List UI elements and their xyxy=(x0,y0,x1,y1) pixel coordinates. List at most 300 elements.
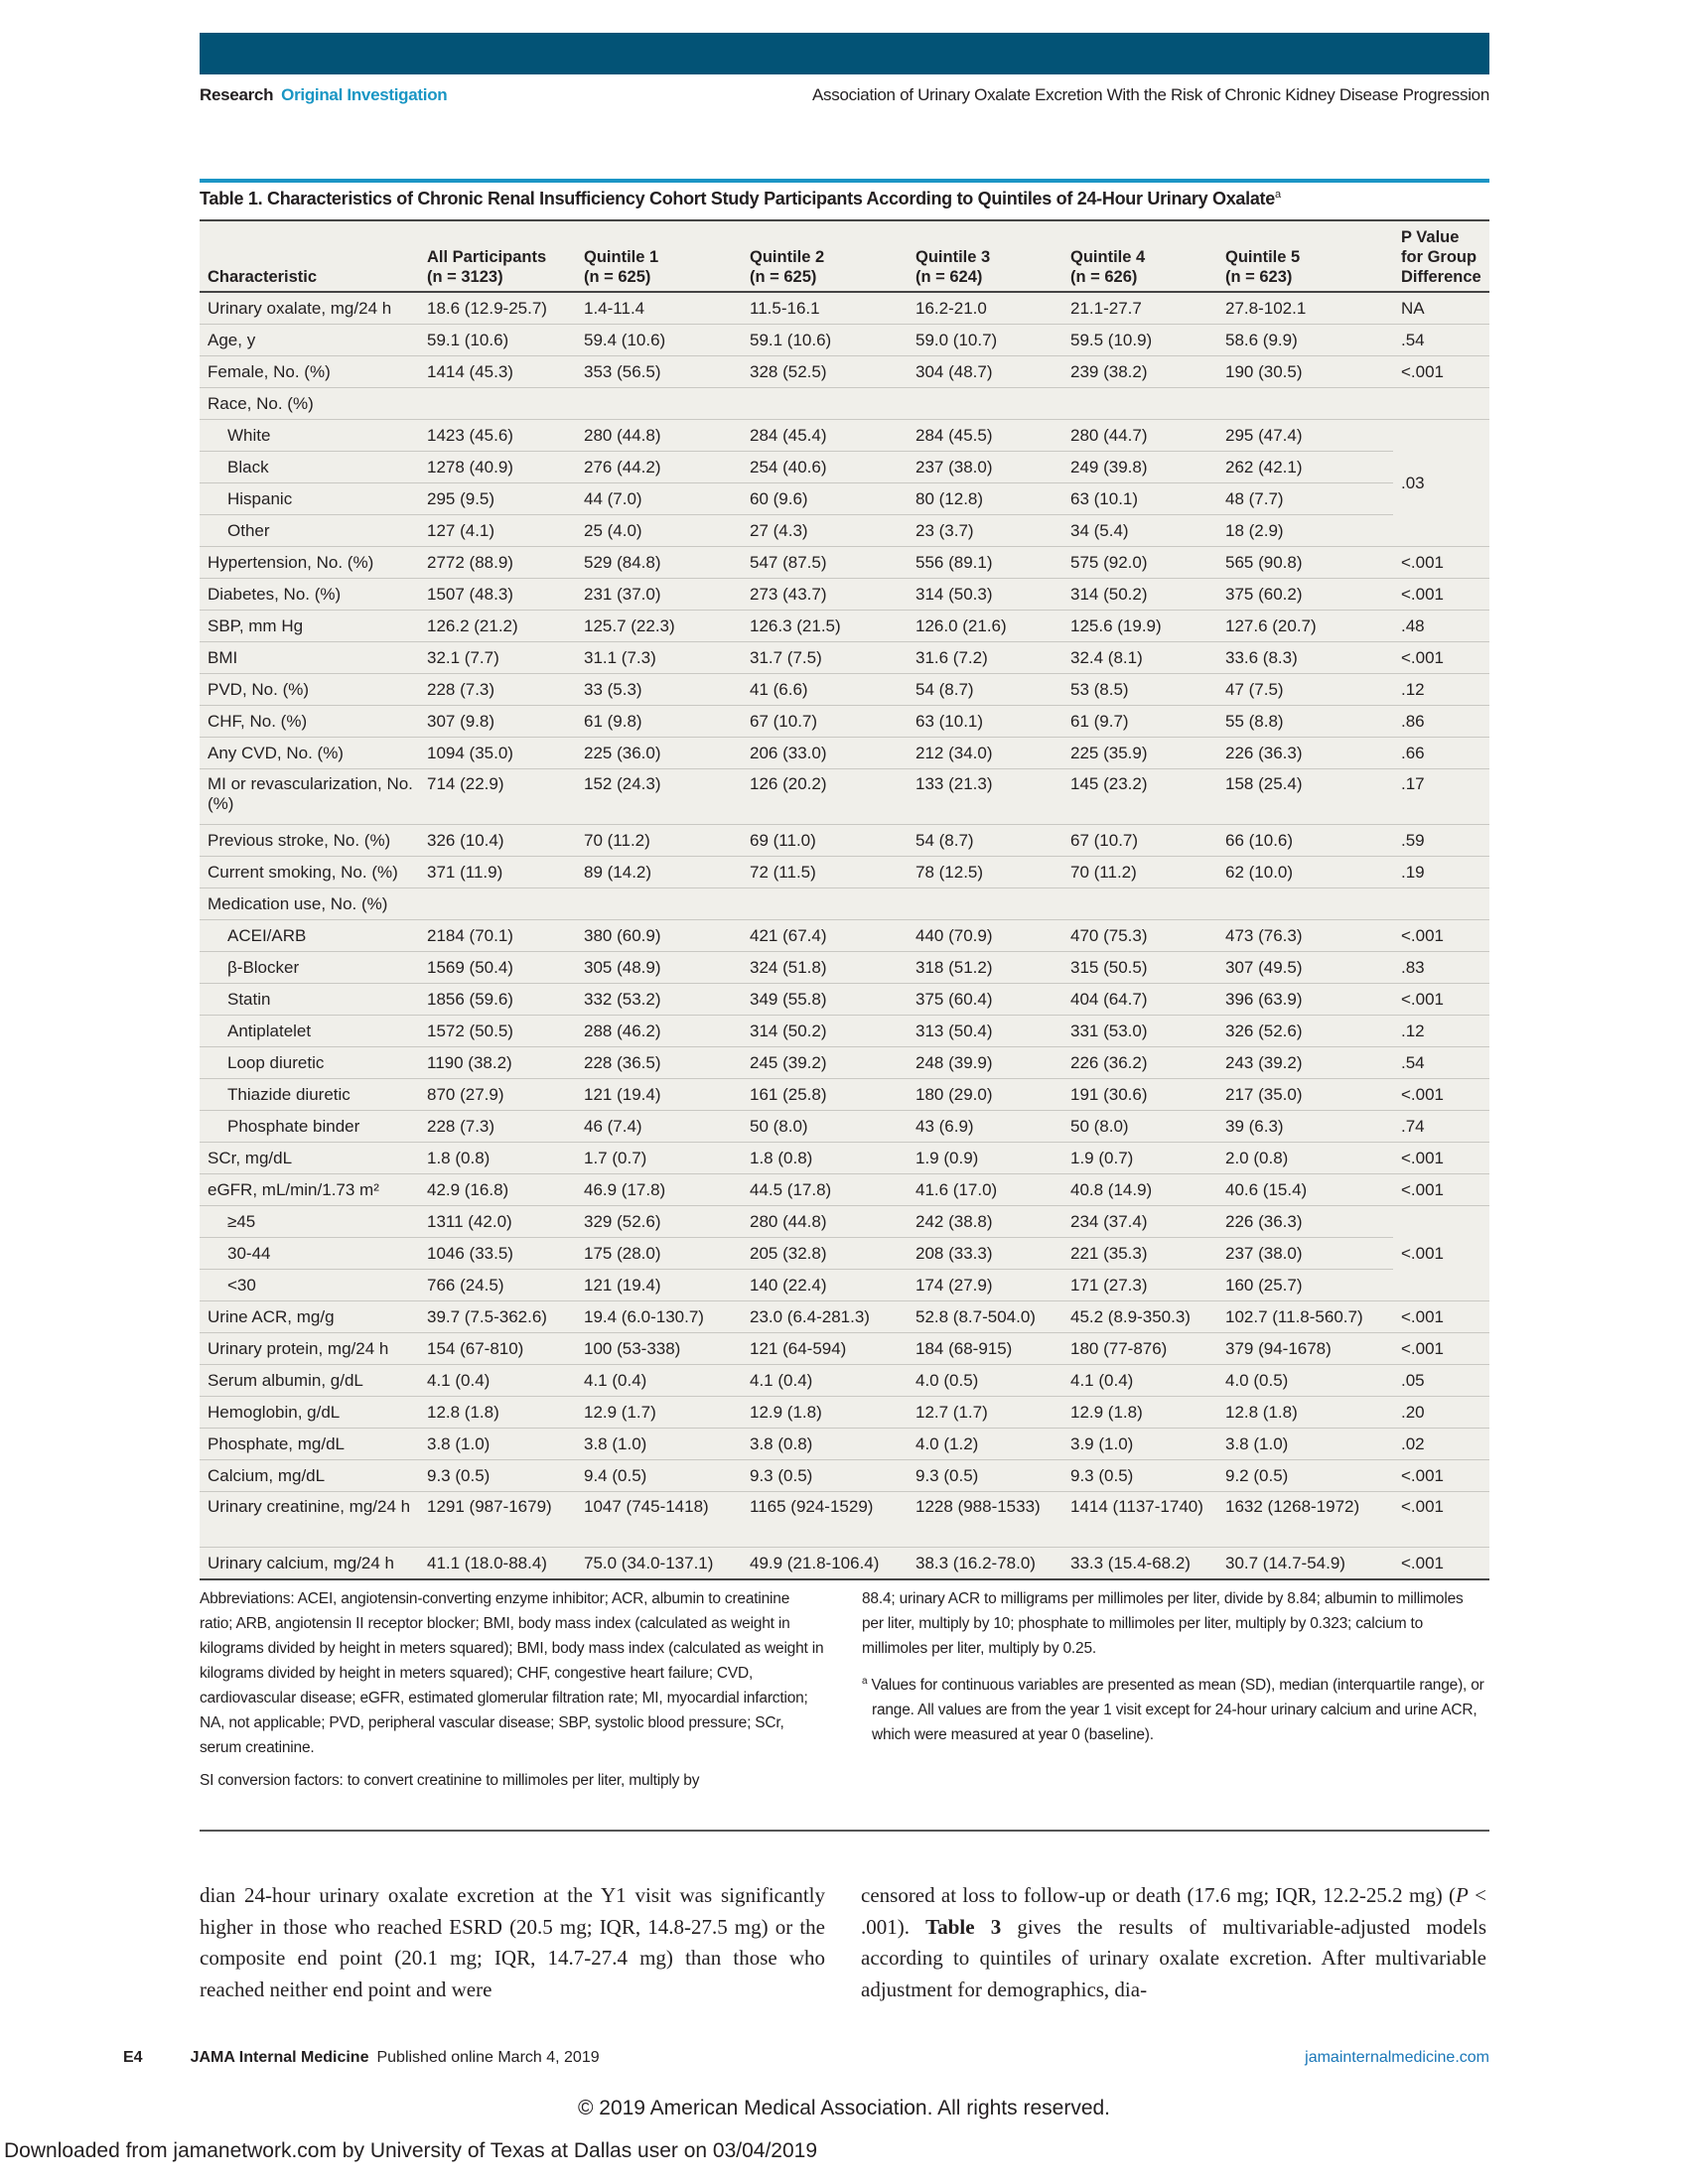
abbreviations-note: Abbreviations: ACEI, angiotensin-converting enzyme inhibitor; ACR, albumin to creatinine ratio; ARB, angiotensin II receptor blocker; BMI, body mass index (calculated as weight in kilograms divided by height in meters squared); BMI, body mass index (calculated as weight in kilograms divided by height in meters squared); CHF, congestive heart failure; CVD, cardiovascular disease; eGFR, estimated glomerular filtration rate; MI, myocardial infarction; NA, not applicable; PVD, peripheral vascular disease; SBP, systolic blood pressure; SCr, serum creatinine. xyxy=(200,1590,824,1756)
cell-value: 184 (68-915) xyxy=(908,1333,1062,1365)
cell-value: 32.1 (7.7) xyxy=(419,642,576,674)
table-row xyxy=(200,1301,1489,1333)
subsection-label: Original Investigation xyxy=(281,85,448,104)
row-label: Urinary protein, mg/24 h xyxy=(200,1333,419,1365)
cell-value: 375 (60.4) xyxy=(908,984,1062,1016)
cell-value: 190 (30.5) xyxy=(1217,356,1393,388)
cell-value: 1278 (40.9) xyxy=(419,452,576,483)
row-label: Any CVD, No. (%) xyxy=(200,738,419,769)
cell-value: 307 (9.8) xyxy=(419,706,576,738)
cell-value: 1291 (987-1679) xyxy=(419,1492,576,1548)
cell-value: 152 (24.3) xyxy=(576,769,742,825)
p-value xyxy=(1393,388,1489,420)
p-value: <.001 xyxy=(1393,920,1489,952)
cell-value: 31.6 (7.2) xyxy=(908,642,1062,674)
table-row xyxy=(200,1206,1489,1238)
row-label: ACEI/ARB xyxy=(200,920,419,952)
cell-value: 3.8 (1.0) xyxy=(576,1429,742,1460)
cell-value: 70 (11.2) xyxy=(1062,857,1217,888)
cell-value: 50 (8.0) xyxy=(742,1111,908,1143)
row-label: Diabetes, No. (%) xyxy=(200,579,419,611)
p-value: .12 xyxy=(1393,674,1489,706)
cell-value: 54 (8.7) xyxy=(908,825,1062,857)
row-label: Hemoglobin, g/dL xyxy=(200,1397,419,1429)
cell-value: 284 (45.5) xyxy=(908,420,1062,452)
cell-value: 61 (9.8) xyxy=(576,706,742,738)
cell-value: 1.7 (0.7) xyxy=(576,1143,742,1174)
cell-value: 125.6 (19.9) xyxy=(1062,611,1217,642)
cell-value: 33 (5.3) xyxy=(576,674,742,706)
cell-value: 33.3 (15.4-68.2) xyxy=(1062,1548,1217,1580)
cell-value: 23.0 (6.4-281.3) xyxy=(742,1301,908,1333)
cell-value: 254 (40.6) xyxy=(742,452,908,483)
cell-value: 4.1 (0.4) xyxy=(419,1365,576,1397)
cell-value: 180 (29.0) xyxy=(908,1079,1062,1111)
cell-value: 59.5 (10.9) xyxy=(1062,325,1217,356)
cell-value: 242 (38.8) xyxy=(908,1206,1062,1238)
table-row xyxy=(200,984,1489,1016)
cell-value: 31.7 (7.5) xyxy=(742,642,908,674)
row-label: Age, y xyxy=(200,325,419,356)
cell-value xyxy=(1217,888,1393,920)
p-value: .66 xyxy=(1393,738,1489,769)
cell-value: 34 (5.4) xyxy=(1062,515,1217,547)
cell-value: 1.9 (0.7) xyxy=(1062,1143,1217,1174)
cell-value: 1.4-11.4 xyxy=(576,292,742,325)
cell-value: 62 (10.0) xyxy=(1217,857,1393,888)
table-row xyxy=(200,292,1489,325)
cell-value: 3.8 (0.8) xyxy=(742,1429,908,1460)
cell-value: 1.8 (0.8) xyxy=(419,1143,576,1174)
cell-value: 280 (44.7) xyxy=(1062,420,1217,452)
cell-value: 175 (28.0) xyxy=(576,1238,742,1270)
row-label: <30 xyxy=(200,1270,419,1301)
cell-value: 262 (42.1) xyxy=(1217,452,1393,483)
cell-value: 228 (7.3) xyxy=(419,1111,576,1143)
cell-value: 208 (33.3) xyxy=(908,1238,1062,1270)
cell-value: 140 (22.4) xyxy=(742,1270,908,1301)
row-label: Loop diuretic xyxy=(200,1047,419,1079)
cell-value: 206 (33.0) xyxy=(742,738,908,769)
cell-value: 226 (36.3) xyxy=(1217,1206,1393,1238)
cell-value: 565 (90.8) xyxy=(1217,547,1393,579)
cell-value: 234 (37.4) xyxy=(1062,1206,1217,1238)
table-row xyxy=(200,1460,1489,1492)
table-row xyxy=(200,1047,1489,1079)
cell-value: 48 (7.7) xyxy=(1217,483,1393,515)
si-conversion-note-cont: 88.4; urinary ACR to milligrams per millimoles per liter, divide by 8.84; albumin to millimoles per liter, multiply by 10; phosphate to millimoles per liter, multiply by 0.323; calcium to millimoles per liter, multiply by 0.25. xyxy=(862,1590,1464,1657)
cell-value: 575 (92.0) xyxy=(1062,547,1217,579)
cell-value: 41.6 (17.0) xyxy=(908,1174,1062,1206)
cell-value: 2772 (88.9) xyxy=(419,547,576,579)
row-label: Other xyxy=(200,515,419,547)
row-label: Statin xyxy=(200,984,419,1016)
body-text-right: censored at loss to follow-up or death (17.6 mg; IQR, 12.2-25.2 mg) (P < .001). Table 3 gives the results of multivariable-adjusted models according to quintiles of urinary oxalate excretion. After multivariable adjustment for demographics, dia- xyxy=(861,1883,1486,2001)
column-header-1: All Participants (n = 3123) xyxy=(427,248,547,286)
row-label: PVD, No. (%) xyxy=(200,674,419,706)
p-value: <.001 xyxy=(1393,984,1489,1016)
cell-value: 27 (4.3) xyxy=(742,515,908,547)
table-row xyxy=(200,1079,1489,1111)
cell-value: 12.9 (1.7) xyxy=(576,1397,742,1429)
row-label: Calcium, mg/dL xyxy=(200,1460,419,1492)
cell-value: 61 (9.7) xyxy=(1062,706,1217,738)
journal-header-bar xyxy=(200,33,1489,74)
row-label: 30-44 xyxy=(200,1238,419,1270)
table-row xyxy=(200,1238,1489,1270)
cell-value: 9.3 (0.5) xyxy=(419,1460,576,1492)
cell-value: 1569 (50.4) xyxy=(419,952,576,984)
cell-value: 249 (39.8) xyxy=(1062,452,1217,483)
p-value: <.001 xyxy=(1393,1206,1489,1301)
cell-value: 295 (47.4) xyxy=(1217,420,1393,452)
cell-value xyxy=(1062,888,1217,920)
cell-value: 40.6 (15.4) xyxy=(1217,1174,1393,1206)
cell-value: 1190 (38.2) xyxy=(419,1047,576,1079)
cell-value: 315 (50.5) xyxy=(1062,952,1217,984)
cell-value: 1165 (924-1529) xyxy=(742,1492,908,1548)
cell-value: 4.0 (0.5) xyxy=(908,1365,1062,1397)
cell-value xyxy=(419,888,576,920)
p-value: .17 xyxy=(1393,769,1489,825)
cell-value: 154 (67-810) xyxy=(419,1333,576,1365)
cell-value: 9.2 (0.5) xyxy=(1217,1460,1393,1492)
table-row xyxy=(200,920,1489,952)
row-label: Black xyxy=(200,452,419,483)
table-row xyxy=(200,825,1489,857)
table-row xyxy=(200,611,1489,642)
cell-value: 1414 (1137-1740) xyxy=(1062,1492,1217,1548)
cell-value: 121 (19.4) xyxy=(576,1270,742,1301)
cell-value: 41.1 (18.0-88.4) xyxy=(419,1548,576,1580)
table-row xyxy=(200,452,1489,483)
cell-value: 318 (51.2) xyxy=(908,952,1062,984)
p-value: <.001 xyxy=(1393,1174,1489,1206)
cell-value: 226 (36.3) xyxy=(1217,738,1393,769)
cell-value: 231 (37.0) xyxy=(576,579,742,611)
p-value: <.001 xyxy=(1393,1548,1489,1580)
p-value: <.001 xyxy=(1393,1079,1489,1111)
cell-value: 67 (10.7) xyxy=(1062,825,1217,857)
p-value: <.001 xyxy=(1393,1333,1489,1365)
cell-value: 305 (48.9) xyxy=(576,952,742,984)
cell-value: 2184 (70.1) xyxy=(419,920,576,952)
cell-value: 33.6 (8.3) xyxy=(1217,642,1393,674)
cell-value: 27.8-102.1 xyxy=(1217,292,1393,325)
cell-value: 127.6 (20.7) xyxy=(1217,611,1393,642)
table-row xyxy=(200,1548,1489,1580)
cell-value: 547 (87.5) xyxy=(742,547,908,579)
table-row xyxy=(200,888,1489,920)
cell-value: 221 (35.3) xyxy=(1062,1238,1217,1270)
cell-value: 174 (27.9) xyxy=(908,1270,1062,1301)
cell-value: 52.8 (8.7-504.0) xyxy=(908,1301,1062,1333)
column-header-6: Quintile 5 (n = 623) xyxy=(1225,248,1301,286)
cell-value: 379 (94-1678) xyxy=(1217,1333,1393,1365)
cell-value: 226 (36.2) xyxy=(1062,1047,1217,1079)
cell-value: 4.0 (0.5) xyxy=(1217,1365,1393,1397)
column-header-2: Quintile 1 (n = 625) xyxy=(584,248,659,286)
p-value: .12 xyxy=(1393,1016,1489,1047)
cell-value: 12.9 (1.8) xyxy=(742,1397,908,1429)
cell-value: 161 (25.8) xyxy=(742,1079,908,1111)
p-value xyxy=(1393,888,1489,920)
cell-value: 126.2 (21.2) xyxy=(419,611,576,642)
page-number: E4 xyxy=(123,2049,143,2066)
cell-value: 4.1 (0.4) xyxy=(1062,1365,1217,1397)
table-row xyxy=(200,1429,1489,1460)
cell-value: 225 (36.0) xyxy=(576,738,742,769)
cell-value: 50 (8.0) xyxy=(1062,1111,1217,1143)
p-value: .03 xyxy=(1393,420,1489,547)
cell-value: 205 (32.8) xyxy=(742,1238,908,1270)
cell-value: 1423 (45.6) xyxy=(419,420,576,452)
cell-value: 280 (44.8) xyxy=(742,1206,908,1238)
row-label: Female, No. (%) xyxy=(200,356,419,388)
cell-value: 314 (50.2) xyxy=(1062,579,1217,611)
row-label: β-Blocker xyxy=(200,952,419,984)
table-row xyxy=(200,674,1489,706)
p-value: .54 xyxy=(1393,325,1489,356)
column-header-p-value: P Value for Group Difference xyxy=(1401,228,1481,286)
cell-value: 396 (63.9) xyxy=(1217,984,1393,1016)
cell-value: 63 (10.1) xyxy=(1062,483,1217,515)
cell-value: 1.9 (0.9) xyxy=(908,1143,1062,1174)
cell-value: 12.8 (1.8) xyxy=(1217,1397,1393,1429)
journal-url-link[interactable]: jamainternalmedicine.com xyxy=(1305,2049,1489,2066)
running-title: Association of Urinary Oxalate Excretion With the Risk of Chronic Kidney Disease Progression xyxy=(812,85,1489,104)
running-header xyxy=(200,85,1489,109)
page-footer xyxy=(123,2049,1489,2067)
table-row xyxy=(200,1333,1489,1365)
cell-value: 380 (60.9) xyxy=(576,920,742,952)
p-value: .02 xyxy=(1393,1429,1489,1460)
cell-value: 121 (19.4) xyxy=(576,1079,742,1111)
cell-value: 127 (4.1) xyxy=(419,515,576,547)
table-row xyxy=(200,388,1489,420)
cell-value: 12.7 (1.7) xyxy=(908,1397,1062,1429)
cell-value: 284 (45.4) xyxy=(742,420,908,452)
cell-value xyxy=(1062,388,1217,420)
download-notice: Downloaded from jamanetwork.com by University of Texas at Dallas user on 03/04/2019 xyxy=(4,2139,818,2162)
cell-value: 9.3 (0.5) xyxy=(1062,1460,1217,1492)
table-row xyxy=(200,483,1489,515)
row-label: SBP, mm Hg xyxy=(200,611,419,642)
cell-value xyxy=(742,888,908,920)
cell-value: 332 (53.2) xyxy=(576,984,742,1016)
cell-value: 304 (48.7) xyxy=(908,356,1062,388)
table-row xyxy=(200,547,1489,579)
row-label: White xyxy=(200,420,419,452)
cell-value: 470 (75.3) xyxy=(1062,920,1217,952)
p-value: <.001 xyxy=(1393,356,1489,388)
cell-value: 328 (52.5) xyxy=(742,356,908,388)
cell-value: 421 (67.4) xyxy=(742,920,908,952)
cell-value: 31.1 (7.3) xyxy=(576,642,742,674)
cell-value: 212 (34.0) xyxy=(908,738,1062,769)
cell-value: 40.8 (14.9) xyxy=(1062,1174,1217,1206)
cell-value: 1047 (745-1418) xyxy=(576,1492,742,1548)
table-row xyxy=(200,579,1489,611)
row-label: MI or revascularization, No. (%) xyxy=(200,769,419,825)
p-value: <.001 xyxy=(1393,1492,1489,1548)
table-row xyxy=(200,952,1489,984)
cell-value: 55 (8.8) xyxy=(1217,706,1393,738)
cell-value: 59.1 (10.6) xyxy=(742,325,908,356)
cell-value: 21.1-27.7 xyxy=(1062,292,1217,325)
cell-value: 4.1 (0.4) xyxy=(576,1365,742,1397)
cell-value: 280 (44.8) xyxy=(576,420,742,452)
table-row xyxy=(200,1270,1489,1301)
cell-value: 9.3 (0.5) xyxy=(908,1460,1062,1492)
cell-value: 19.4 (6.0-130.7) xyxy=(576,1301,742,1333)
row-label: Race, No. (%) xyxy=(200,388,419,420)
cell-value: 63 (10.1) xyxy=(908,706,1062,738)
cell-value: 4.0 (1.2) xyxy=(908,1429,1062,1460)
cell-value: 180 (77-876) xyxy=(1062,1333,1217,1365)
footnote-marker: a xyxy=(1274,189,1281,201)
cell-value xyxy=(576,888,742,920)
p-value: .86 xyxy=(1393,706,1489,738)
row-label: Urinary oxalate, mg/24 h xyxy=(200,292,419,325)
cell-value: 375 (60.2) xyxy=(1217,579,1393,611)
cell-value: 70 (11.2) xyxy=(576,825,742,857)
cell-value: 39 (6.3) xyxy=(1217,1111,1393,1143)
row-label: Serum albumin, g/dL xyxy=(200,1365,419,1397)
table-row xyxy=(200,356,1489,388)
cell-value: 1094 (35.0) xyxy=(419,738,576,769)
p-value: .20 xyxy=(1393,1397,1489,1429)
column-header-4: Quintile 3 (n = 624) xyxy=(915,248,991,286)
table-3-link[interactable]: Table 3 xyxy=(925,1914,1002,1939)
cell-value: 18 (2.9) xyxy=(1217,515,1393,547)
cell-value: 3.9 (1.0) xyxy=(1062,1429,1217,1460)
table-row xyxy=(200,325,1489,356)
si-conversion-note: SI conversion factors: to convert creatinine to millimoles per liter, multiply by xyxy=(200,1772,700,1789)
table-title: Table 1. Characteristics of Chronic Renal Insufficiency Cohort Study Participants According to Quintiles of 24-Hour Urinary Oxalate$^a$ xyxy=(200,189,1281,208)
table-row xyxy=(200,706,1489,738)
characteristics-table xyxy=(200,219,1489,1580)
row-label: Hypertension, No. (%) xyxy=(200,547,419,579)
row-label: Current smoking, No. (%) xyxy=(200,857,419,888)
cell-value: 59.4 (10.6) xyxy=(576,325,742,356)
cell-value: 326 (52.6) xyxy=(1217,1016,1393,1047)
cell-value: 38.3 (16.2-78.0) xyxy=(908,1548,1062,1580)
cell-value: 42.9 (16.8) xyxy=(419,1174,576,1206)
cell-value: 1632 (1268-1972) xyxy=(1217,1492,1393,1548)
column-header-3: Quintile 2 (n = 625) xyxy=(750,248,825,286)
copyright-notice: © 2019 American Medical Association. All rights reserved. xyxy=(577,2097,1111,2119)
column-header-5: Quintile 4 (n = 626) xyxy=(1070,248,1146,286)
cell-value: 171 (27.3) xyxy=(1062,1270,1217,1301)
cell-value: 3.8 (1.0) xyxy=(419,1429,576,1460)
cell-value: 326 (10.4) xyxy=(419,825,576,857)
row-label: Medication use, No. (%) xyxy=(200,888,419,920)
cell-value: 11.5-16.1 xyxy=(742,292,908,325)
cell-value: 276 (44.2) xyxy=(576,452,742,483)
cell-value: 529 (84.8) xyxy=(576,547,742,579)
cell-value: 125.7 (22.3) xyxy=(576,611,742,642)
cell-value: 228 (36.5) xyxy=(576,1047,742,1079)
cell-value: 69 (11.0) xyxy=(742,825,908,857)
table-row xyxy=(200,769,1489,825)
cell-value: 766 (24.5) xyxy=(419,1270,576,1301)
cell-value: 67 (10.7) xyxy=(742,706,908,738)
cell-value: 59.0 (10.7) xyxy=(908,325,1062,356)
cell-value: 1572 (50.5) xyxy=(419,1016,576,1047)
cell-value: 54 (8.7) xyxy=(908,674,1062,706)
cell-value: 126.3 (21.5) xyxy=(742,611,908,642)
table-row xyxy=(200,1143,1489,1174)
cell-value: 314 (50.2) xyxy=(742,1016,908,1047)
cell-value: 440 (70.9) xyxy=(908,920,1062,952)
cell-value: 1046 (33.5) xyxy=(419,1238,576,1270)
column-header-characteristic: Characteristic xyxy=(208,268,318,286)
p-value: <.001 xyxy=(1393,1460,1489,1492)
cell-value: 225 (35.9) xyxy=(1062,738,1217,769)
section-label: Research xyxy=(200,85,274,104)
cell-value: 12.9 (1.8) xyxy=(1062,1397,1217,1429)
cell-value: 1.8 (0.8) xyxy=(742,1143,908,1174)
cell-value: 295 (9.5) xyxy=(419,483,576,515)
row-label: Previous stroke, No. (%) xyxy=(200,825,419,857)
row-label: Phosphate, mg/dL xyxy=(200,1429,419,1460)
table-row xyxy=(200,420,1489,452)
cell-value xyxy=(1217,388,1393,420)
p-value: <.001 xyxy=(1393,1301,1489,1333)
body-text-left: dian 24-hour urinary oxalate excretion at the Y1 visit was significantly higher in those who reached ESRD (20.5 mg; IQR, 14.8-27.5 mg) or the composite end point (20.1 mg; IQR, 14.7-27.4 mg) than those who reached neither end point and were xyxy=(200,1883,825,2001)
cell-value: 870 (27.9) xyxy=(419,1079,576,1111)
table-row xyxy=(200,1111,1489,1143)
cell-value xyxy=(576,388,742,420)
cell-value: 59.1 (10.6) xyxy=(419,325,576,356)
cell-value: 75.0 (34.0-137.1) xyxy=(576,1548,742,1580)
cell-value: 371 (11.9) xyxy=(419,857,576,888)
p-value: .54 xyxy=(1393,1047,1489,1079)
cell-value: 72 (11.5) xyxy=(742,857,908,888)
cell-value: 45.2 (8.9-350.3) xyxy=(1062,1301,1217,1333)
cell-value: 100 (53-338) xyxy=(576,1333,742,1365)
cell-value: 217 (35.0) xyxy=(1217,1079,1393,1111)
p-value: .05 xyxy=(1393,1365,1489,1397)
journal-name: JAMA Internal Medicine xyxy=(190,2049,369,2066)
cell-value: 245 (39.2) xyxy=(742,1047,908,1079)
cell-value: 473 (76.3) xyxy=(1217,920,1393,952)
table-row xyxy=(200,1397,1489,1429)
p-value: .83 xyxy=(1393,952,1489,984)
p-value: <.001 xyxy=(1393,642,1489,674)
cell-value: 313 (50.4) xyxy=(908,1016,1062,1047)
row-label: CHF, No. (%) xyxy=(200,706,419,738)
cell-value: 714 (22.9) xyxy=(419,769,576,825)
cell-value: 25 (4.0) xyxy=(576,515,742,547)
cell-value: 9.3 (0.5) xyxy=(742,1460,908,1492)
table-row xyxy=(200,1365,1489,1397)
cell-value: 78 (12.5) xyxy=(908,857,1062,888)
row-label: Urine ACR, mg/g xyxy=(200,1301,419,1333)
cell-value: 243 (39.2) xyxy=(1217,1047,1393,1079)
publication-date: Published online March 4, 2019 xyxy=(376,2049,600,2066)
cell-value: 1228 (988-1533) xyxy=(908,1492,1062,1548)
row-label: Urinary calcium, mg/24 h xyxy=(200,1548,419,1580)
cell-value: 44 (7.0) xyxy=(576,483,742,515)
p-value: <.001 xyxy=(1393,579,1489,611)
cell-value: 4.1 (0.4) xyxy=(742,1365,908,1397)
row-label: Antiplatelet xyxy=(200,1016,419,1047)
p-value: .19 xyxy=(1393,857,1489,888)
cell-value xyxy=(908,388,1062,420)
cell-value: 556 (89.1) xyxy=(908,547,1062,579)
